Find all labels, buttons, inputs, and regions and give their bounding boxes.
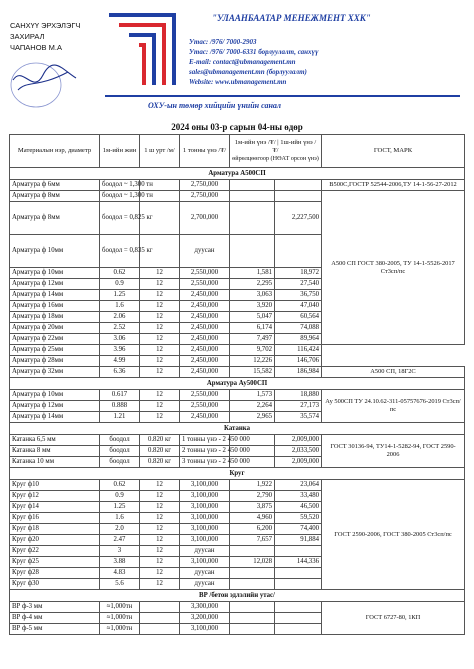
table-cell [275, 613, 322, 624]
table-cell: 6,200 [230, 524, 275, 535]
table-cell: Круг ф12 [10, 491, 100, 502]
table-cell: 2 тонны үнэ - 2 450 000 [180, 446, 230, 457]
table-cell: 2,450,000 [180, 356, 230, 367]
table-cell: 4,960 [230, 513, 275, 524]
table-cell: Арматура ф 8мм [10, 191, 100, 202]
table-cell: 6.36 [100, 367, 140, 378]
table-cell: ≈1,000тн [100, 602, 140, 613]
table-cell: Круг ф18 [10, 524, 100, 535]
table-cell: Круг ф16 [10, 513, 100, 524]
table-cell [140, 602, 180, 613]
table-cell: 2,264 [230, 401, 275, 412]
table-cell: 7,497 [230, 334, 275, 345]
table-cell: 2,750,000 [180, 191, 230, 202]
table-cell: ВР ф-5 мм [10, 624, 100, 635]
table-cell: Арматура ф 22мм [10, 334, 100, 345]
table-body [10, 168, 465, 635]
table-cell: 3,100,000 [180, 557, 230, 568]
table-cell: 91,884 [275, 535, 322, 546]
table-cell: 0.820 кг [140, 457, 180, 468]
table-cell: 2,295 [230, 279, 275, 290]
signatory-line-3: ЧАПАНОВ М.А [10, 43, 62, 52]
table-cell: дуусан [180, 546, 230, 557]
table-cell: 46,500 [275, 502, 322, 513]
table-cell: 9,702 [230, 345, 275, 356]
table-cell: 18,880 [275, 390, 322, 401]
section-header [10, 423, 465, 435]
table-cell: 1,581 [230, 268, 275, 279]
table-cell: 12 [140, 334, 180, 345]
table-cell: боодол [100, 446, 140, 457]
table-cell: дуусан [180, 235, 230, 268]
gost-cell: В500С,ГОСТР 52544-2006,ТУ 14-1-56-27-2012 [322, 180, 465, 191]
col-delivery-note: өйрөлцөөгоор (НӨАТ орсон үнэ) [232, 155, 319, 162]
table-cell: Катанка 6,5 мм [10, 435, 100, 446]
table-cell: боодол [100, 457, 140, 468]
table-cell [140, 613, 180, 624]
table-cell: Круг ф22 [10, 546, 100, 557]
table-cell: Арматура ф 10мм [10, 235, 100, 268]
price-table [9, 134, 465, 635]
table-cell: ≈1,000тн [100, 613, 140, 624]
table-cell: 23,064 [275, 480, 322, 491]
table-cell: 27,540 [275, 279, 322, 290]
table-cell: 7,657 [230, 535, 275, 546]
table-cell: 2,550,000 [180, 268, 230, 279]
gost-block: Ау 500СП ТУ 24.10.62-311-05757676-2019 Ст3сп/пс [322, 390, 465, 423]
table-cell: 5,047 [230, 312, 275, 323]
table-cell [230, 602, 275, 613]
table-cell: 3.96 [100, 345, 140, 356]
table-cell: 1.6 [100, 301, 140, 312]
table-cell: 12 [140, 513, 180, 524]
table-cell: 3,100,000 [180, 502, 230, 513]
table-cell: 0.9 [100, 491, 140, 502]
company-name: "УЛААНБААТАР МЕНЕЖМЕНТ ХХК" [212, 13, 371, 23]
contact-website: Website: www.ubmanagement.mn [189, 78, 287, 86]
section-header [10, 590, 465, 602]
table-row [10, 390, 465, 401]
table-cell: 2,450,000 [180, 312, 230, 323]
table-cell: 2,790 [230, 491, 275, 502]
table-cell: 12 [140, 412, 180, 423]
table-cell: 2,750,000 [180, 180, 230, 191]
table-cell: 74,088 [275, 323, 322, 334]
company-logo [104, 10, 184, 90]
table-cell [275, 602, 322, 613]
table-cell: 12 [140, 301, 180, 312]
table-cell: 60,564 [275, 312, 322, 323]
table-cell: 18,972 [275, 268, 322, 279]
table-cell: 12 [140, 535, 180, 546]
col-per-piece: 1ш-ийн үнэ /₮/ [272, 139, 317, 154]
table-cell: 12 [140, 401, 180, 412]
table-cell: 12,028 [230, 557, 275, 568]
table-cell: Арматура ф 10мм [10, 390, 100, 401]
col-weight: 1м-ийн жин [100, 135, 140, 168]
col-name: Материалын нэр, диаметр [10, 135, 100, 168]
table-cell: 3,063 [230, 290, 275, 301]
table-cell: 2,450,000 [180, 323, 230, 334]
table-cell: 3,100,000 [180, 535, 230, 546]
section-header [10, 468, 465, 480]
col-per-m: 1м-ийн үнэ /₮/ [234, 139, 276, 146]
table-cell: Арматура ф 32мм [10, 367, 100, 378]
table-cell: 2,450,000 [180, 290, 230, 301]
header-divider [105, 95, 460, 97]
section-title: ВР /бетон эдлэлийн утас/ [10, 590, 465, 602]
table-cell: боодол = 0,825 кг [100, 202, 140, 235]
table-cell: 1.21 [100, 412, 140, 423]
table-cell: 12 [140, 290, 180, 301]
table-row [10, 602, 465, 613]
table-row [10, 180, 465, 191]
table-cell: 3.06 [100, 334, 140, 345]
table-cell: 116,424 [275, 345, 322, 356]
gost-block: ГОСТ 30136-94, ТУ14-1-5282-94, ГОСТ 2590-2006 [322, 435, 465, 468]
table-cell: Катанка 8 мм [10, 446, 100, 457]
contact-block [189, 37, 319, 87]
table-cell: боодол ~ 1,300 тн [100, 191, 140, 202]
table-cell: 4.99 [100, 356, 140, 367]
table-cell: 12 [140, 546, 180, 557]
table-cell: 3,875 [230, 502, 275, 513]
table-cell: 2,550,000 [180, 401, 230, 412]
table-cell: 0.820 кг [140, 435, 180, 446]
table-cell: 146,706 [275, 356, 322, 367]
table-cell: Арматура ф 6мм [10, 180, 100, 191]
table-cell: 12 [140, 268, 180, 279]
signatory-line-1: САНХҮҮ ЭРХЭЛЭГЧ [10, 21, 81, 30]
col-per-ton: 1 тонны үнэ /₮/ [180, 135, 230, 168]
table-cell: 2,700,000 [180, 202, 230, 235]
table-cell [230, 191, 275, 202]
table-cell [275, 624, 322, 635]
table-cell: 12 [140, 356, 180, 367]
table-cell: 2,550,000 [180, 390, 230, 401]
table-cell: 2.0 [100, 524, 140, 535]
table-cell: 2,450,000 [180, 412, 230, 423]
table-cell: 33,480 [275, 491, 322, 502]
table-cell: Арматура ф 28мм [10, 356, 100, 367]
table-cell [275, 568, 322, 579]
table-cell: 3.88 [100, 557, 140, 568]
table-cell: 12 [140, 524, 180, 535]
table-cell: Арматура ф 12мм [10, 401, 100, 412]
table-cell: Круг ф28 [10, 568, 100, 579]
table-row [10, 435, 465, 446]
table-cell: 0.62 [100, 268, 140, 279]
table-row [10, 356, 465, 367]
table-cell: 3,200,000 [180, 613, 230, 624]
table-cell [275, 180, 322, 191]
section-header [10, 168, 465, 180]
table-cell [230, 624, 275, 635]
col-length: 1 ш урт /м/ [140, 135, 180, 168]
table-cell: боодол ~ 1,300 тн [100, 180, 140, 191]
contact-phone-2: Утас: /976/ 7000-6331 борлуулалт, санхүү [189, 48, 319, 56]
table-cell: 144,336 [275, 557, 322, 568]
table-cell: 35,574 [275, 412, 322, 423]
table-cell: 3 [100, 546, 140, 557]
table-cell: Круг ф30 [10, 579, 100, 590]
table-cell: 12,226 [230, 356, 275, 367]
table-cell: 0.9 [100, 279, 140, 290]
table-cell: ВР ф-3 мм [10, 602, 100, 613]
table-cell: 0.62 [100, 480, 140, 491]
signature-stamp [8, 50, 83, 110]
table-cell: Арматура ф 16мм [10, 301, 100, 312]
table-cell: 2,550,000 [180, 279, 230, 290]
signatory-line-2: ЗАХИРАЛ [10, 32, 45, 41]
table-cell: 2.52 [100, 323, 140, 334]
table-cell: 5.6 [100, 579, 140, 590]
table-cell: боодол [100, 435, 140, 446]
table-cell: 2,450,000 [180, 301, 230, 312]
table-cell [140, 624, 180, 635]
table-cell: Арматура ф 14мм [10, 290, 100, 301]
table-cell [275, 579, 322, 590]
table-cell: 3,100,000 [180, 624, 230, 635]
table-cell: 47,040 [275, 301, 322, 312]
table-cell: Арматура ф 10мм [10, 268, 100, 279]
table-cell: Круг ф20 [10, 535, 100, 546]
date-title: 2024 оны 03-р сарын 04-ны өдөр [171, 122, 303, 132]
table-row [10, 480, 465, 491]
signatory-block [10, 20, 80, 53]
table-cell: 1.6 [100, 513, 140, 524]
table-cell: Круг ф10 [10, 480, 100, 491]
table-cell: боодол = 0,835 кг [100, 235, 140, 268]
table-cell: 2,009,000 [275, 457, 322, 468]
table-cell: 2,227,500 [275, 202, 322, 235]
table-cell: Арматура ф 18мм [10, 312, 100, 323]
table-cell: Арматура ф 8мм [10, 202, 100, 235]
table-cell: 1.25 [100, 290, 140, 301]
table-cell: 36,750 [275, 290, 322, 301]
table-cell: 12 [140, 480, 180, 491]
table-cell: 89,964 [275, 334, 322, 345]
table-cell: 59,520 [275, 513, 322, 524]
gost-block: ГОСТ 6727-80, 1КП [322, 602, 465, 635]
col-per-m-piece: 1м-ийн үнэ /₮/ | 1ш-ийн үнэ /₮/ өйрөлцөөгоор (НӨАТ орсон үнэ) [230, 135, 322, 168]
table-cell [230, 568, 275, 579]
table-cell [275, 546, 322, 557]
table-cell: 2.06 [100, 312, 140, 323]
table-cell: Арматура ф 14мм [10, 412, 100, 423]
table-cell: 3 тонны үнэ - 2 450 000 [180, 457, 230, 468]
table-cell [230, 202, 275, 235]
table-cell: 2,450,000 [180, 367, 230, 378]
table-cell: 3,300,000 [180, 602, 230, 613]
table-cell: 2,965 [230, 412, 275, 423]
table-cell [275, 191, 322, 202]
table-cell: Арматура ф 20мм [10, 323, 100, 334]
table-cell: 12 [140, 579, 180, 590]
table-cell: 12 [140, 279, 180, 290]
section-header [10, 378, 465, 390]
gost-cell: А500 СП, 18Г2С [322, 367, 465, 378]
table-cell: 1 тонны үнэ - 2 450 000 [180, 435, 230, 446]
table-cell: 3,100,000 [180, 480, 230, 491]
table-cell: 2.47 [100, 535, 140, 546]
section-title: Арматура Ау500СП [10, 378, 465, 390]
table-cell: 74,400 [275, 524, 322, 535]
table-row [10, 367, 465, 378]
section-title: Катанка [10, 423, 465, 435]
table-cell: 2,033,500 [275, 446, 322, 457]
table-row [10, 345, 465, 356]
table-cell: 1.25 [100, 502, 140, 513]
gost-block: А500 СП ГОСТ 380-2005, ТУ 14-1-5526-2017 Ст3сп/пс [322, 191, 465, 345]
table-cell: 186,984 [275, 367, 322, 378]
table-cell: 2,450,000 [180, 345, 230, 356]
table-cell: 1,573 [230, 390, 275, 401]
table-cell: 0.888 [100, 401, 140, 412]
table-cell: 12 [140, 502, 180, 513]
table-cell: Арматура ф 12мм [10, 279, 100, 290]
col-gost: ГОСТ, МАРК [322, 135, 465, 168]
table-cell: 4.83 [100, 568, 140, 579]
table-cell: 12 [140, 323, 180, 334]
table-cell: Круг ф14 [10, 502, 100, 513]
table-cell: 3,920 [230, 301, 275, 312]
table-cell: 12 [140, 557, 180, 568]
table-cell [230, 546, 275, 557]
table-cell: 12 [140, 367, 180, 378]
table-cell: 12 [140, 491, 180, 502]
table-cell: Арматура ф 25мм [10, 345, 100, 356]
table-cell: 1,922 [230, 480, 275, 491]
table-cell: 0.820 кг [140, 446, 180, 457]
section-title: Круг [10, 468, 465, 480]
contact-email-2: sales@ubmanagement.mn (борлуулалт) [189, 68, 307, 76]
table-cell: 6,174 [230, 323, 275, 334]
table-cell: 3,100,000 [180, 513, 230, 524]
table-cell: 27,173 [275, 401, 322, 412]
table-cell: 12 [140, 568, 180, 579]
table-cell: ВР ф-4 мм [10, 613, 100, 624]
contact-email-1: E-mail: contact@ubmanagement.mn [189, 58, 296, 66]
table-cell: 15,582 [230, 367, 275, 378]
table-cell: дуусан [180, 568, 230, 579]
table-cell [230, 579, 275, 590]
table-cell [230, 613, 275, 624]
table-row [10, 191, 465, 202]
table-cell: 2,009,000 [275, 435, 322, 446]
table-cell: 3,100,000 [180, 524, 230, 535]
table-cell: 0.617 [100, 390, 140, 401]
gost-block: ГОСТ 2590-2006, ГОСТ 380-2005 Ст3сп/пс [322, 480, 465, 590]
table-cell: Катанка 10 мм [10, 457, 100, 468]
table-cell: дуусан [180, 579, 230, 590]
contact-phone-1: Утас: /976/ 7000-2903 [189, 38, 257, 46]
table-cell: 2,450,000 [180, 334, 230, 345]
table-cell [230, 180, 275, 191]
table-cell: 12 [140, 345, 180, 356]
table-cell: Круг ф25 [10, 557, 100, 568]
table-header-row [10, 135, 465, 168]
table-cell [230, 235, 275, 268]
table-cell: ≈1,000тн [100, 624, 140, 635]
table-cell: 12 [140, 312, 180, 323]
section-title: Арматура А500СП [10, 168, 465, 180]
table-cell: 3,100,000 [180, 491, 230, 502]
table-cell [275, 235, 322, 268]
offer-title: ОХУ-ын төмөр хийцийн үнийн санал [148, 101, 281, 110]
table-cell: 12 [140, 390, 180, 401]
